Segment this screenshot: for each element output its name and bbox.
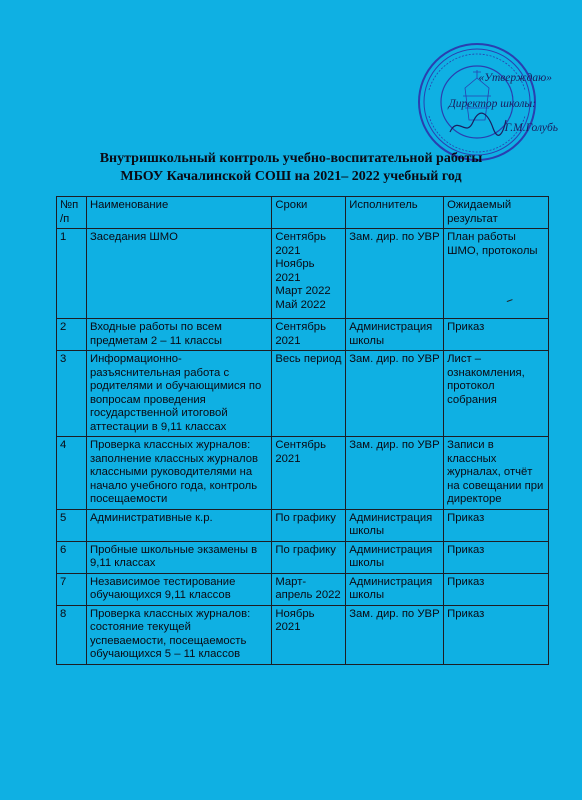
cell-name: Проверка классных журналов: состояние текущей успеваемости, посещаемость обучающихся 5 – 11 классов xyxy=(86,605,271,664)
cell-executor: Администрация школы xyxy=(346,319,444,351)
cell-result: Приказ xyxy=(444,605,549,664)
cell-executor: Зам. дир. по УВР xyxy=(346,351,444,437)
cell-name: Пробные школьные экзамены в 9,11 классах xyxy=(86,541,271,573)
cell-name: Входные работы по всем предметам 2 – 11 классы xyxy=(86,319,271,351)
control-plan-table xyxy=(56,196,549,665)
cell-num: 4 xyxy=(57,437,87,510)
header-name: Наименование xyxy=(86,197,271,229)
header-num: №п /п xyxy=(57,197,87,229)
cell-dates: Сентябрь 2021 Ноябрь 2021 Март 2022 Май 2022 xyxy=(272,229,346,319)
table-row xyxy=(57,541,549,573)
cell-dates: Ноябрь 2021 xyxy=(272,605,346,664)
table-row xyxy=(57,605,549,664)
cell-executor: Зам. дир. по УВР xyxy=(346,229,444,319)
cell-num: 6 xyxy=(57,541,87,573)
table-row xyxy=(57,573,549,605)
cell-dates: По графику xyxy=(272,541,346,573)
cell-dates: Весь период xyxy=(272,351,346,437)
cell-num: 2 xyxy=(57,319,87,351)
cell-result: Приказ xyxy=(444,319,549,351)
cell-executor: Администрация школы xyxy=(346,573,444,605)
cell-dates: По графику xyxy=(272,509,346,541)
header-dates: Сроки xyxy=(272,197,346,229)
approval-line: «Утверждаю» xyxy=(478,72,552,84)
cell-result: Лист – ознакомления, протокол собрания xyxy=(444,351,549,437)
header-result: Ожидаемый результат xyxy=(444,197,549,229)
table-row xyxy=(57,319,549,351)
cell-executor: Администрация школы xyxy=(346,509,444,541)
cell-result: Записи в классных журналах, отчёт на совещании при директоре xyxy=(444,437,549,510)
cell-executor: Администрация школы xyxy=(346,541,444,573)
table-row xyxy=(57,351,549,437)
cell-name: Заседания ШМО xyxy=(86,229,271,319)
cell-result: План работы ШМО, протоколы xyxy=(444,229,549,319)
cell-dates: Март-апрель 2022 xyxy=(272,573,346,605)
cell-dates: Сентябрь 2021 xyxy=(272,319,346,351)
cell-num: 5 xyxy=(57,509,87,541)
page-title xyxy=(0,150,582,186)
cell-num: 7 xyxy=(57,573,87,605)
cell-executor: Зам. дир. по УВР xyxy=(346,437,444,510)
cell-num: 8 xyxy=(57,605,87,664)
cell-executor: Зам. дир. по УВР xyxy=(346,605,444,664)
approval-name: Г.М.Голубь xyxy=(504,122,558,134)
table-row xyxy=(57,509,549,541)
header-executor: Исполнитель xyxy=(346,197,444,229)
table-row xyxy=(57,437,549,510)
cell-dates: Сентябрь 2021 xyxy=(272,437,346,510)
cell-name: Административные к.р. xyxy=(86,509,271,541)
cell-name: Информационно-разъяснительная работа с родителями и обучающимися по вопросам проведения государственной итоговой аттестации в 9,11 классах xyxy=(86,351,271,437)
cell-num: 3 xyxy=(57,351,87,437)
cell-num: 1 xyxy=(57,229,87,319)
approval-position: Директор школы: xyxy=(448,98,536,110)
cell-name: Проверка классных журналов: заполнение классных журналов классными руководителями на начало учебного года, контроль посещаемости xyxy=(86,437,271,510)
table-header-row xyxy=(57,197,549,229)
title-line-2: МБОУ Качалинской СОШ на 2021– 2022 учебный год xyxy=(120,169,462,184)
cell-result: Приказ xyxy=(444,573,549,605)
cell-name: Независимое тестирование обучающихся 9,11 классов xyxy=(86,573,271,605)
cell-result: Приказ xyxy=(444,541,549,573)
signature-icon xyxy=(448,110,508,140)
table-row xyxy=(57,229,549,319)
title-line-1: Внутришкольный контроль учебно-воспитательной работы xyxy=(99,151,483,166)
cell-result: Приказ xyxy=(444,509,549,541)
